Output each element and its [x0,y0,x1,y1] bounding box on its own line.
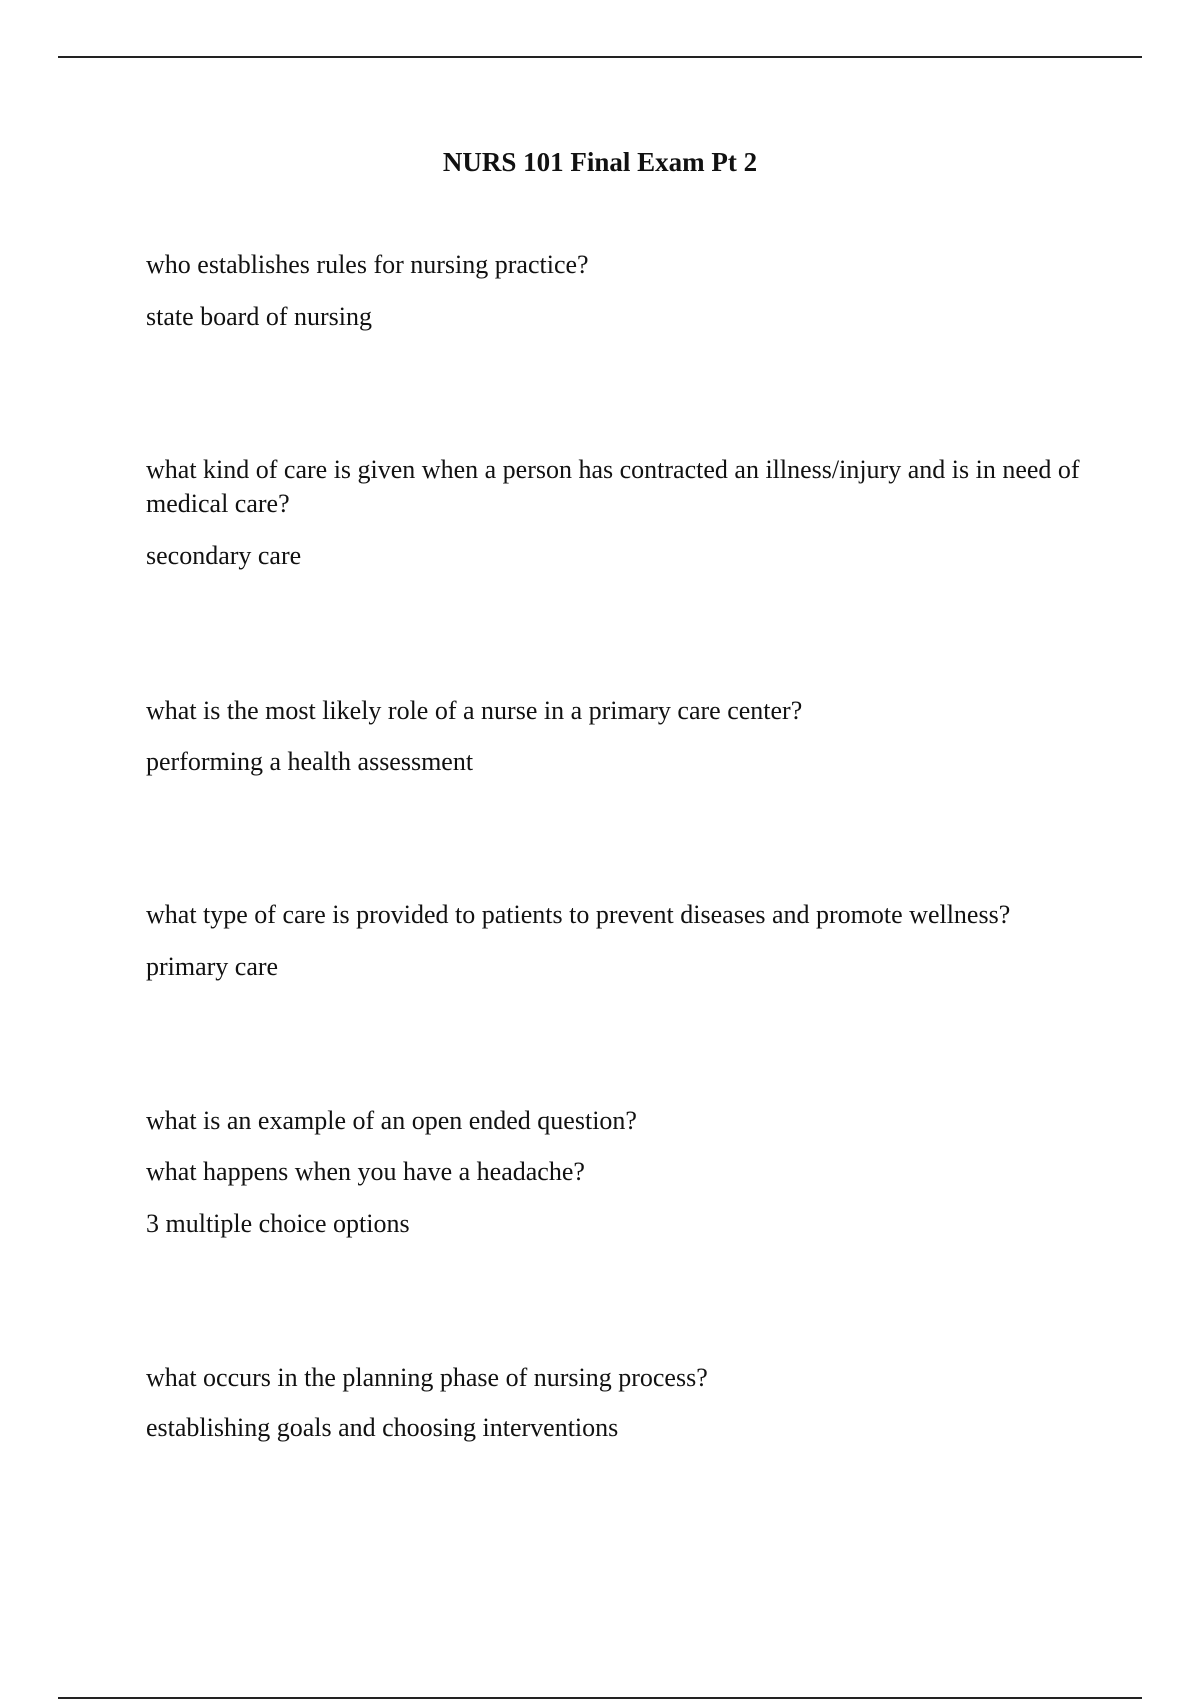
answer-4: primary care [146,952,279,981]
answer-3: performing a health assessment [146,747,474,776]
question-1: who establishes rules for nursing practice? [146,250,589,279]
question-6: what occurs in the planning phase of nursing process? [146,1363,708,1392]
bottom-divider [58,1697,1142,1699]
question-5: what is an example of an open ended question? [146,1106,637,1135]
question-2: what kind of care is given when a person has contracted an illness/injury and is in need of medical care? [146,455,1080,518]
answer-5a: what happens when you have a headache? [146,1157,585,1186]
answer-5b: 3 multiple choice options [146,1209,410,1238]
top-divider [58,56,1142,58]
answer-1: state board of nursing [146,302,373,331]
question-3: what is the most likely role of a nurse in a primary care center? [146,696,803,725]
document-title: NURS 101 Final Exam Pt 2 [442,147,758,177]
answer-6: establishing goals and choosing interventions [146,1413,619,1442]
answer-2: secondary care [146,541,302,570]
question-4: what type of care is provided to patients to prevent diseases and promote wellness? [146,900,1011,929]
